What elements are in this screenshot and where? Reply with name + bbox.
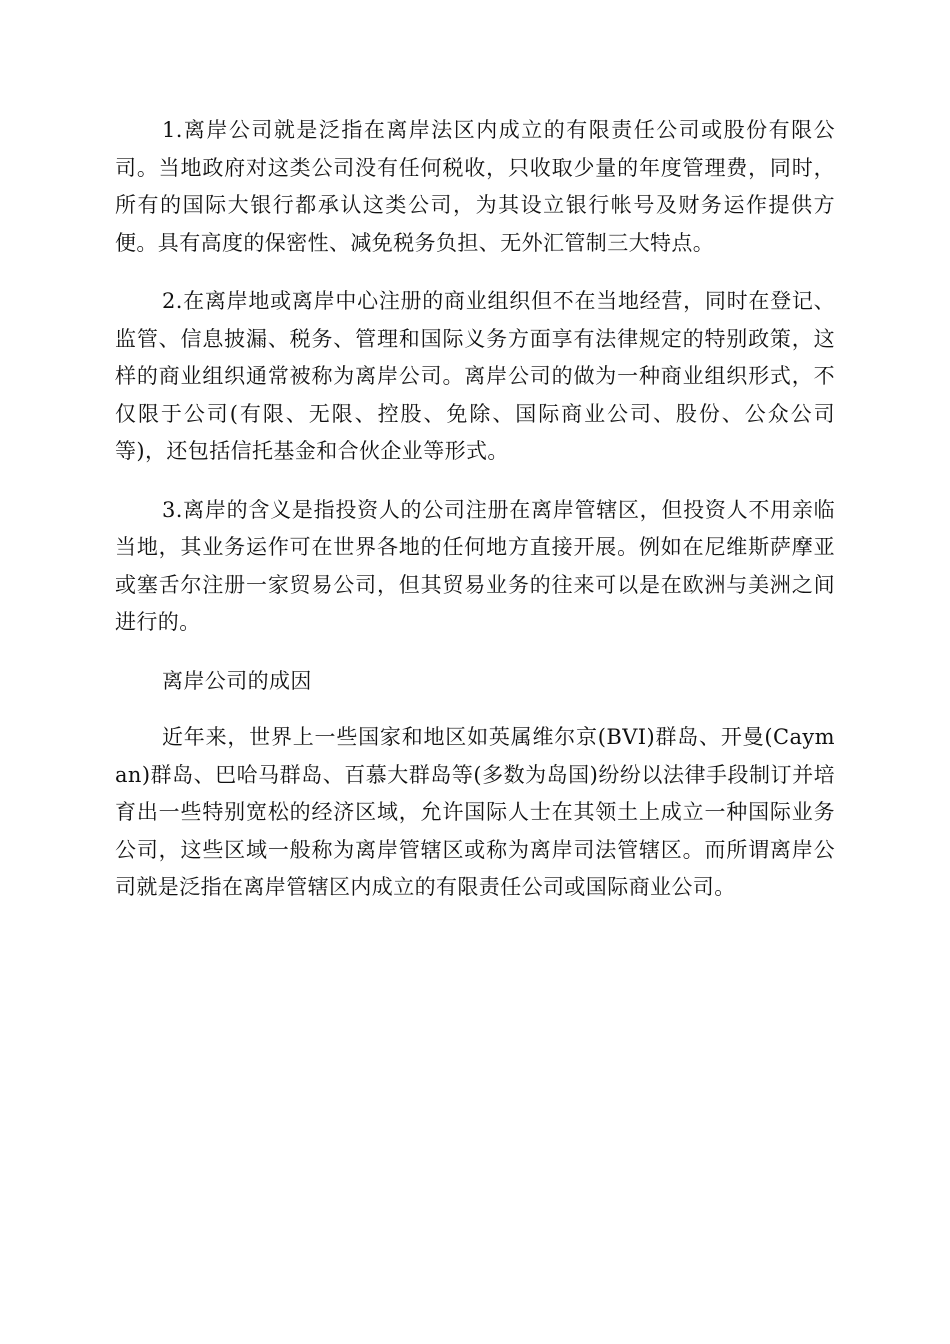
paragraph-3: 3.离岸的含义是指投资人的公司注册在离岸管辖区，但投资人不用亲临当地，其业务运作可在世界各地的任何地方直接开展。例如在尼维斯萨摩亚或塞舌尔注册一家贸易公司，但其贸易业务的往来可以是在欧洲与美洲之间进行的。 (115, 497, 835, 634)
paragraph-closing: 近年来，世界上一些国家和地区如英属维尔京(BVI)群岛、开曼(Cayman)群岛、巴哈马群岛、百慕大群岛等(多数为岛国)纷纷以法律手段制订并培育出一些特别宽松的经济区域，允许国际人士在其领土上成立一种国际业务公司，这些区域一般称为离岸管辖区或称为离岸司法管辖区。而所谓离岸公司就是泛指在离岸管辖区内成立的有限责任公司或国际商业公司。 (115, 725, 835, 899)
section-heading: 离岸公司的成因 (162, 668, 312, 693)
paragraph-1: 1.离岸公司就是泛指在离岸法区内成立的有限责任公司或股份有限公司。当地政府对这类公司没有任何税收，只收取少量的年度管理费，同时，所有的国际大银行都承认这类公司，为其设立银行帐号及财务运作提供方便。具有高度的保密性、减免税务负担、无外汇管制三大特点。 (115, 118, 835, 255)
paragraph-2: 2.在离岸地或离岸中心注册的商业组织但不在当地经营，同时在登记、监管、信息披漏、税务、管理和国际义务方面享有法律规定的特别政策，这样的商业组织通常被称为离岸公司。离岸公司的做为一种商业组织形式，不仅限于公司(有限、无限、控股、免除、国际商业公司、股份、公众公司等)，还包括信托基金和合伙企业等形式。 (115, 289, 835, 463)
document-body (115, 112, 835, 928)
